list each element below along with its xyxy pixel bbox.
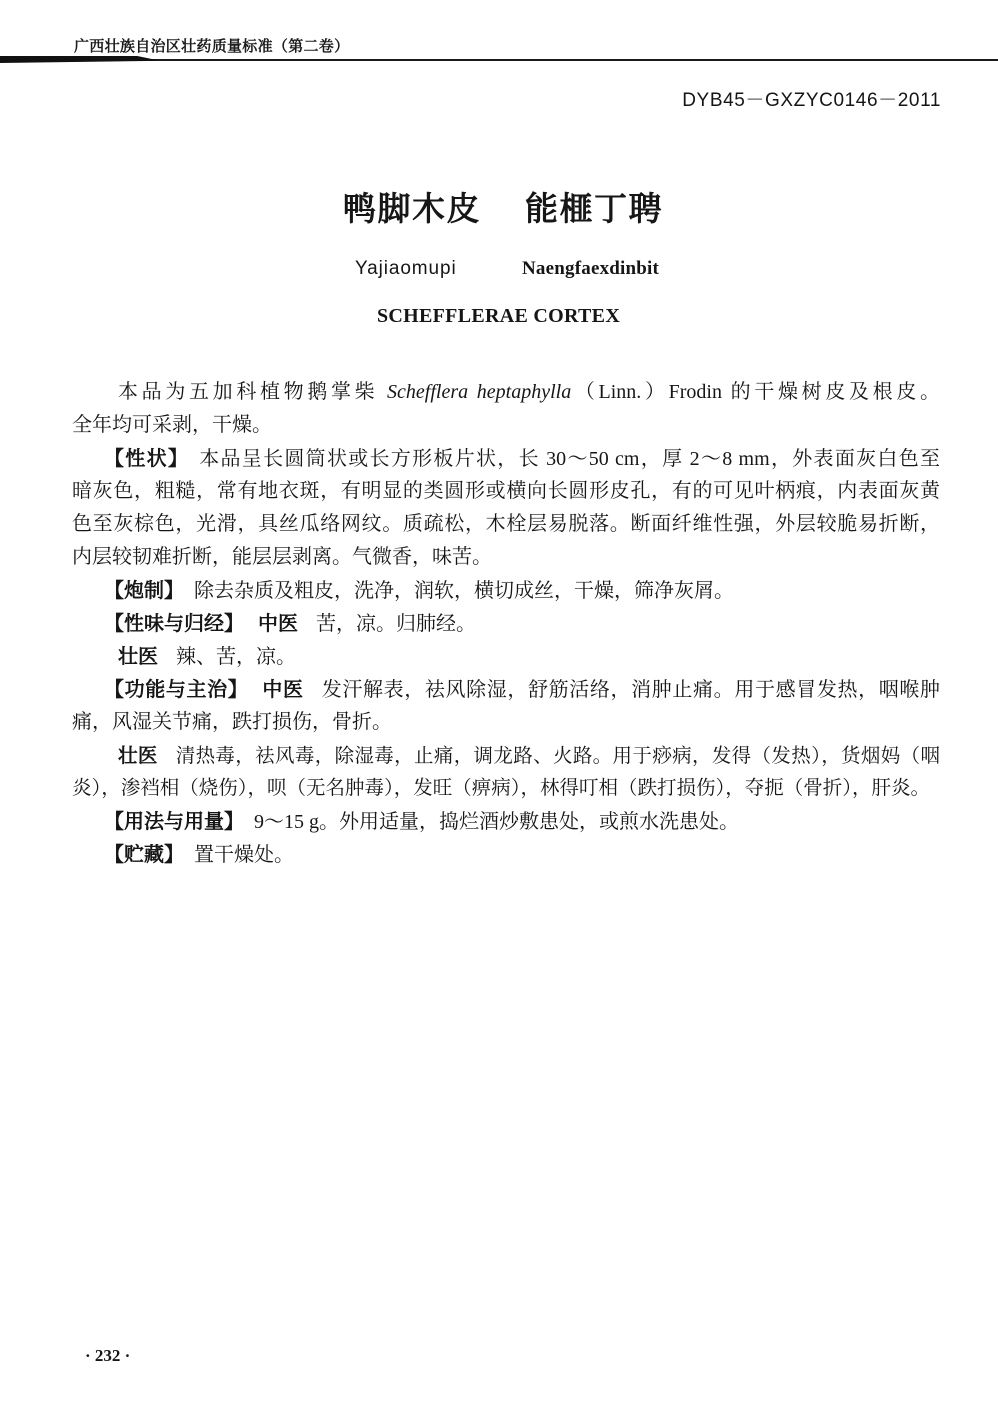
- tcm-label: 中医: [258, 611, 298, 635]
- section-label-processing: 【炮制】: [104, 578, 184, 602]
- monograph-body: [72, 376, 940, 871]
- monograph-title: [343, 189, 663, 229]
- description-text: 内层较韧难折断，能层层剥离。气微香，味苦。: [72, 546, 492, 568]
- storage-line: [72, 838, 940, 871]
- monograph-title-chinese: 鸭脚木皮: [343, 189, 481, 228]
- section-label-dosage: 【用法与用量】: [104, 809, 244, 833]
- monograph-title-zhuang: 能榧丁聘: [525, 189, 663, 228]
- latin-drug-name: SCHEFFLERAE CORTEX: [377, 305, 621, 327]
- tcm-label: 中医: [262, 677, 304, 701]
- functions-line: [72, 673, 940, 706]
- nature-meridian-zhuang-text: 辣、苦，凉。: [176, 646, 296, 668]
- nature-meridian-line: [72, 607, 940, 640]
- section-label-description: 【性状】: [104, 446, 190, 470]
- description-line: [72, 475, 940, 508]
- species-name: Schefflera heptaphylla: [387, 381, 572, 403]
- section-label-functions: 【功能与主治】: [104, 677, 249, 701]
- header-rule-accent: [0, 56, 156, 63]
- nature-meridian-tcm-text: 苦，凉。归肺经。: [316, 613, 476, 635]
- functions-line: [72, 772, 940, 805]
- functions-line: [72, 739, 940, 772]
- dosage-text: 9～15 g。外用适量，捣烂酒炒敷患处，或煎水洗患处。: [254, 811, 739, 833]
- description-line: [72, 541, 940, 574]
- description-text: 色至灰棕色，光滑，具丝瓜络网纹。质疏松，木栓层易脱落。断面纤维性强，外层较脆易折断，: [72, 513, 940, 535]
- functions-tcm-text: 发汗解表，祛风除湿，舒筋活络，消肿止痛。用于感冒发热，咽喉肿: [321, 679, 941, 701]
- pinyin-name: Yajiaomupi: [355, 258, 457, 279]
- intro-text: （Linn.）Frodin 的干燥树皮及根皮。: [571, 381, 940, 403]
- page-number: · 232 ·: [85, 1346, 131, 1365]
- intro-line: [72, 409, 940, 442]
- section-label-nature-meridian: 【性味与归经】: [104, 611, 244, 635]
- standard-code: DYB45－GXZYC0146－2011: [682, 90, 941, 111]
- functions-tcm-text: 痛，风湿关节痛，跌打损伤，骨折。: [72, 711, 392, 733]
- section-label-storage: 【贮藏】: [104, 842, 184, 866]
- processing-line: [72, 574, 940, 607]
- intro-line: [72, 376, 940, 409]
- functions-line: [72, 706, 940, 739]
- processing-text: 除去杂质及粗皮，洗净，润软，横切成丝，干燥，筛净灰屑。: [194, 580, 734, 602]
- zhuang-medicine-label: 壮医: [118, 744, 158, 767]
- description-line: [72, 508, 940, 541]
- intro-text: 本品为五加科植物鹅掌柴: [118, 381, 388, 403]
- description-text: 本品呈长圆筒状或长方形板片状，长 30～50 cm，厚 2～8 mm，外表面灰白色至: [199, 448, 941, 470]
- dosage-line: [72, 805, 940, 838]
- intro-text: 全年均可采剥，干燥。: [72, 414, 272, 436]
- description-line: [72, 442, 940, 475]
- zhuang-romanized-name: Naengfaexdinbit: [522, 258, 660, 279]
- functions-zhuang-text: 清热毒，祛风毒，除湿毒，止痛，调龙路、火路。用于痧病，发得（发热），货烟妈（咽: [175, 746, 940, 767]
- functions-zhuang-text: 炎），渗裆相（烧伤），呗（无名肿毒），发旺（痹病），林得叮相（跌打损伤），夺扼（骨折），肝炎。: [72, 778, 931, 799]
- storage-text: 置干燥处。: [194, 844, 294, 866]
- description-text: 暗灰色，粗糙，常有地衣斑，有明显的类圆形或横向长圆形皮孔，有的可见叶柄痕，内表面灰黄: [72, 480, 940, 502]
- book-header-title: 广西壮族自治区壮药质量标准（第二卷）: [74, 37, 350, 55]
- nature-meridian-line: [72, 640, 940, 673]
- zhuang-medicine-label: 壮医: [118, 644, 158, 668]
